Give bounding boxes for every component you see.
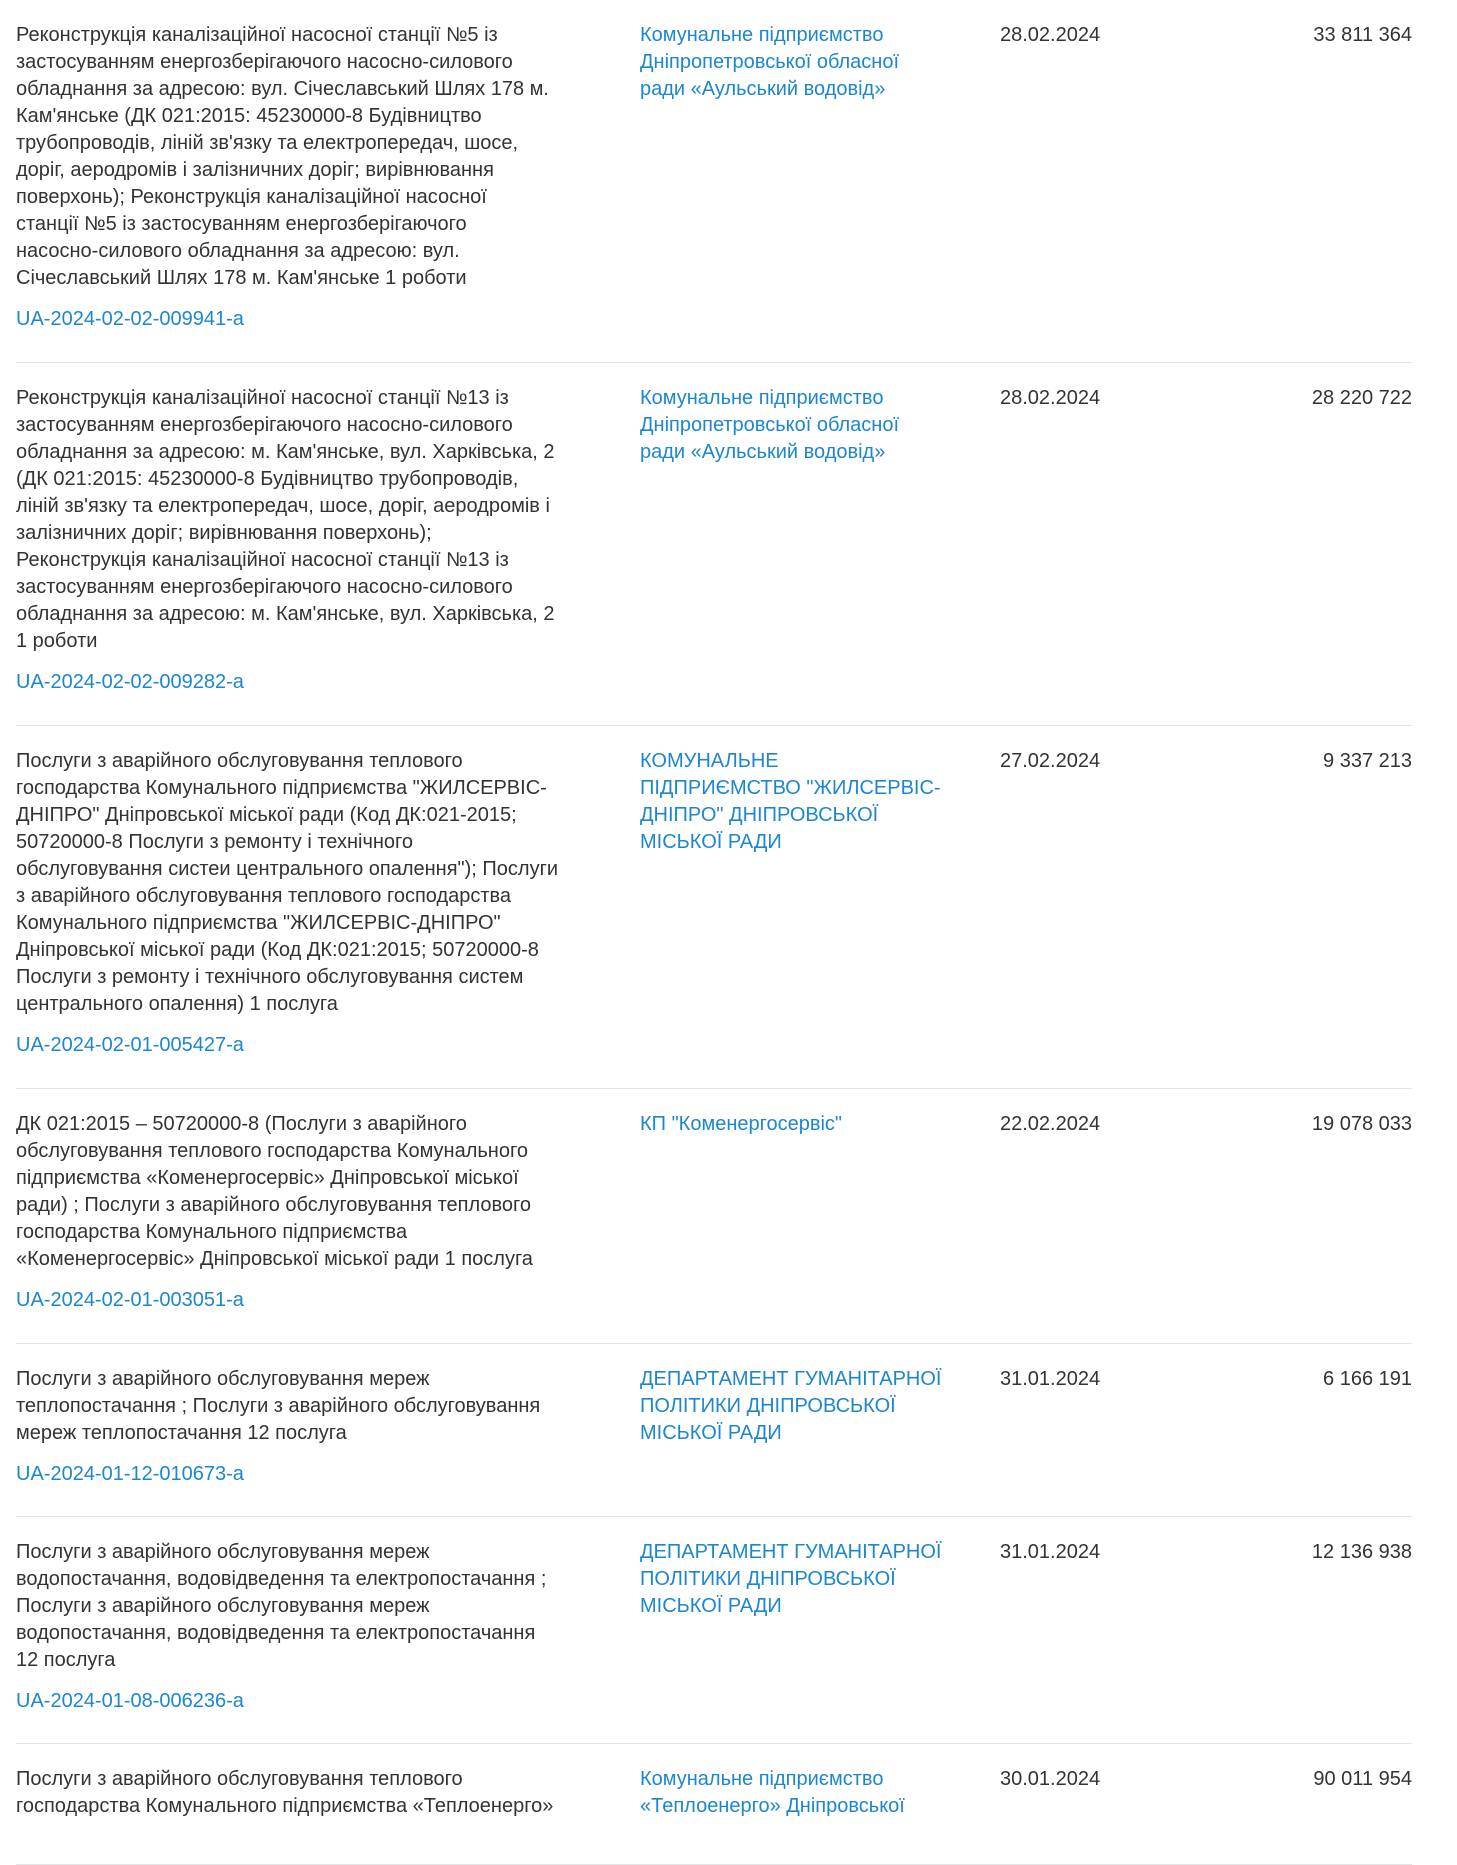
tender-row [16,363,1412,726]
tender-description: Послуги з аварійного обслуговування теплового господарства Комунального підприємства "ЖИЛСЕРВІС- ДНІПРО" Дніпровської міської ради (Код ДК:021-2015; 50720000-8 Послуги з ремонту і технічного обслуговування систеи центрального опалення"); Послуги з аварійного обслуговування теплового господарства Комунального підприємства "ЖИЛСЕРВІС-ДНІПРО" Дніпровської міської ради (Код ДК:021:2015; 50720000-8 Послуги з ремонту і технічного обслуговування систем центрального опалення) 1 послуга [16,750,559,1015]
organization-link[interactable]: КОМУНАЛЬНЕ ПІДПРИЄМСТВО "ЖИЛСЕРВІС- ДНІПРО" ДНІПРОВСЬКОЇ МІСЬКОЇ РАДИ [640,750,941,853]
tender-row [16,726,1412,1089]
tender-row [16,1089,1412,1344]
organization-link[interactable]: КП "Коменергосервіс" [640,1113,843,1135]
tender-amount: 6 166 191 [1323,1368,1412,1390]
organization-link[interactable]: Комунальне підприємство «Теплоенерго» Дніпровської [640,1768,905,1817]
tender-row [16,1744,1412,1865]
tender-description: ДК 021:2015 – 50720000-8 (Послуги з аварійного обслуговування теплового господарства Комунального підприємства «Коменергосервіс» Дніпровської міської ради) ; Послуги з аварійного обслуговування теплового господарства Комунального підприємства «Коменергосервіс» Дніпровської міської ради 1 послуга [16,1113,533,1270]
tender-date: 28.02.2024 [1000,387,1101,409]
tender-description-cell [16,385,601,696]
tender-description-cell [16,22,601,333]
tender-row [16,1517,1412,1744]
tender-date: 28.02.2024 [1000,24,1101,46]
tender-amount: 19 078 033 [1311,1113,1412,1135]
tender-amount: 90 011 954 [1313,1768,1412,1790]
tender-id-link[interactable]: UA-2024-02-01-003051-a [16,1289,244,1311]
tender-description-cell [16,1366,601,1488]
tender-description-cell [16,1539,601,1715]
tender-amount: 33 811 364 [1313,24,1412,46]
tender-row [16,0,1412,363]
tender-description: Послуги з аварійного обслуговування мереж водопостачання, водовідведення та електропостачання ; Послуги з аварійного обслуговування мереж водопостачання, водовідведення та електропостачання 12 послуга [16,1541,547,1671]
tender-description-cell [16,1111,601,1314]
tender-description: Реконструкція каналізаційної насосної станції №13 із застосуванням енергозберігаючого насосно-силового обладнання за адресою: м. Кам'янське, вул. Харківська, 2 (ДК 021:2015: 45230000-8 Будівництво трубопроводів, ліній зв'язку та електропередач, шосе, доріг, аеродромів і залізничних доріг; вирівнювання поверхонь); Реконструкція каналізаційної насосної станції №13 із застосуванням енергозберігаючого насосно-силового обладнання за адресою: м. Кам'янське, вул. Харківська, 2 1 роботи [16,387,555,652]
tender-date: 22.02.2024 [1000,1113,1101,1135]
tender-description-cell [16,748,601,1059]
tender-date: 27.02.2024 [1000,750,1101,772]
tender-amount: 12 136 938 [1311,1541,1412,1563]
tender-id-link[interactable]: UA-2024-01-12-010673-a [16,1463,244,1485]
tender-id-link[interactable]: UA-2024-02-01-005427-a [16,1034,244,1056]
tender-date: 31.01.2024 [1000,1541,1101,1563]
tender-date: 30.01.2024 [1000,1768,1101,1790]
tender-description: Реконструкція каналізаційної насосної станції №5 із застосуванням енергозберігаючого насосно-силового обладнання за адресою: вул. Січеславський Шлях 178 м. Кам'янське (ДК 021:2015: 45230000-8 Будівництво трубопроводів, ліній зв'язку та електропередач, шосе, доріг, аеродромів і залізничних доріг; вирівнювання поверхонь); Реконструкція каналізаційної насосної станції №5 із застосуванням енергозберігаючого насосно-силового обладнання за адресою: вул. Січеславський Шлях 178 м. Кам'янське 1 роботи [16,24,549,289]
tender-description: Послуги з аварійного обслуговування мереж теплопостачання ; Послуги з аварійного обслуговування мереж теплопостачання 12 послуга [16,1368,541,1444]
organization-link[interactable]: ДЕПАРТАМЕНТ ГУМАНІТАРНОЇ ПОЛІТИКИ ДНІПРОВСЬКОЇ МІСЬКОЇ РАДИ [640,1541,942,1617]
tender-id-link[interactable]: UA-2024-02-02-009941-a [16,308,244,330]
tender-date: 31.01.2024 [1000,1368,1101,1390]
organization-link[interactable]: Комунальне підприємство Дніпропетровської обласної ради «Аульський водовід» [640,387,900,463]
tender-description-cell [16,1766,601,1834]
tender-row [16,1344,1412,1517]
tender-amount: 9 337 213 [1323,750,1412,772]
tender-amount: 28 220 722 [1311,387,1412,409]
tender-id-link[interactable]: UA-2024-02-02-009282-a [16,671,244,693]
tender-description: Послуги з аварійного обслуговування теплового господарства Комунального підприємства «Теплоенерго» [16,1768,554,1817]
organization-link[interactable]: ДЕПАРТАМЕНТ ГУМАНІТАРНОЇ ПОЛІТИКИ ДНІПРОВСЬКОЇ МІСЬКОЇ РАДИ [640,1368,942,1444]
organization-link[interactable]: Комунальне підприємство Дніпропетровської обласної ради «Аульський водовід» [640,24,900,100]
tender-id-link[interactable]: UA-2024-01-08-006236-a [16,1690,244,1712]
